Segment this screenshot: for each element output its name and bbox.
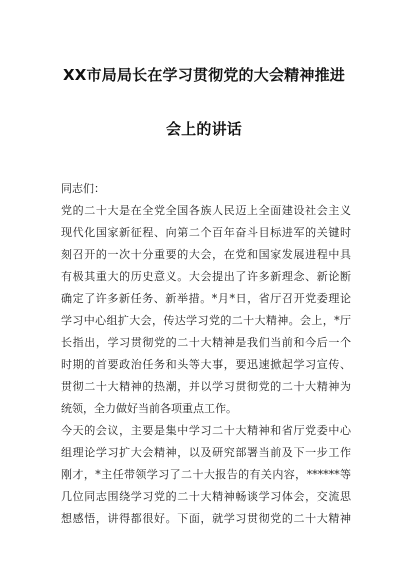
document-title-line-1: XX市局局长在学习贯彻党的大会精神推进 xyxy=(63,66,345,84)
body-line-3: 刻召开的一次十分重要的大会，在党和国家发展进程中具 xyxy=(61,248,351,261)
body-line-12: 组理论学习扩大会精神，以及研究部署当前及下一步工作 xyxy=(61,446,351,459)
speech-body xyxy=(61,178,351,530)
body-line-4: 有极其重大的历史意义。大会提出了许多新理念、新论断 xyxy=(61,270,351,283)
body-line-2: 现代化国家新征程、向第二个百年奋斗目标进军的关键时 xyxy=(61,226,351,239)
body-line-6: 学习中心组扩大会，传达学习党的二十大精神。会上，*厅 xyxy=(61,314,351,327)
salutation: 同志们： xyxy=(61,182,105,195)
body-line-1: 党的二十大是在全党全国各族人民迈上全面建设社会主义 xyxy=(61,204,351,217)
body-line-7: 长指出，学习贯彻党的二十大精神是我们当前和今后一个 xyxy=(61,336,351,349)
body-line-9: 贯彻二十大精神的热潮，并以学习贯彻党的二十大精神为 xyxy=(61,380,351,393)
body-line-13: 刚才，*主任带领学习了二十大报告的有关内容，******等 xyxy=(61,468,351,481)
body-line-15: 想感悟，讲得都很好。下面，就学习贯彻党的二十大精神 xyxy=(61,512,351,525)
body-line-8: 时期的首要政治任务和头等大事，要迅速掀起学习宣传、 xyxy=(61,358,351,371)
body-line-5: 确定了许多新任务、新举措。*月*日，省厅召开党委理论 xyxy=(61,292,351,305)
body-line-10: 统领，全力做好当前各项重点工作。 xyxy=(61,402,237,415)
document-title-line-2: 会上的讲话 xyxy=(165,120,242,138)
body-line-14: 几位同志围绕学习党的二十大精神畅谈学习体会，交流思 xyxy=(61,490,351,503)
body-line-11: 今天的会议，主要是集中学习二十大精神和省厅党委中心 xyxy=(61,424,351,437)
